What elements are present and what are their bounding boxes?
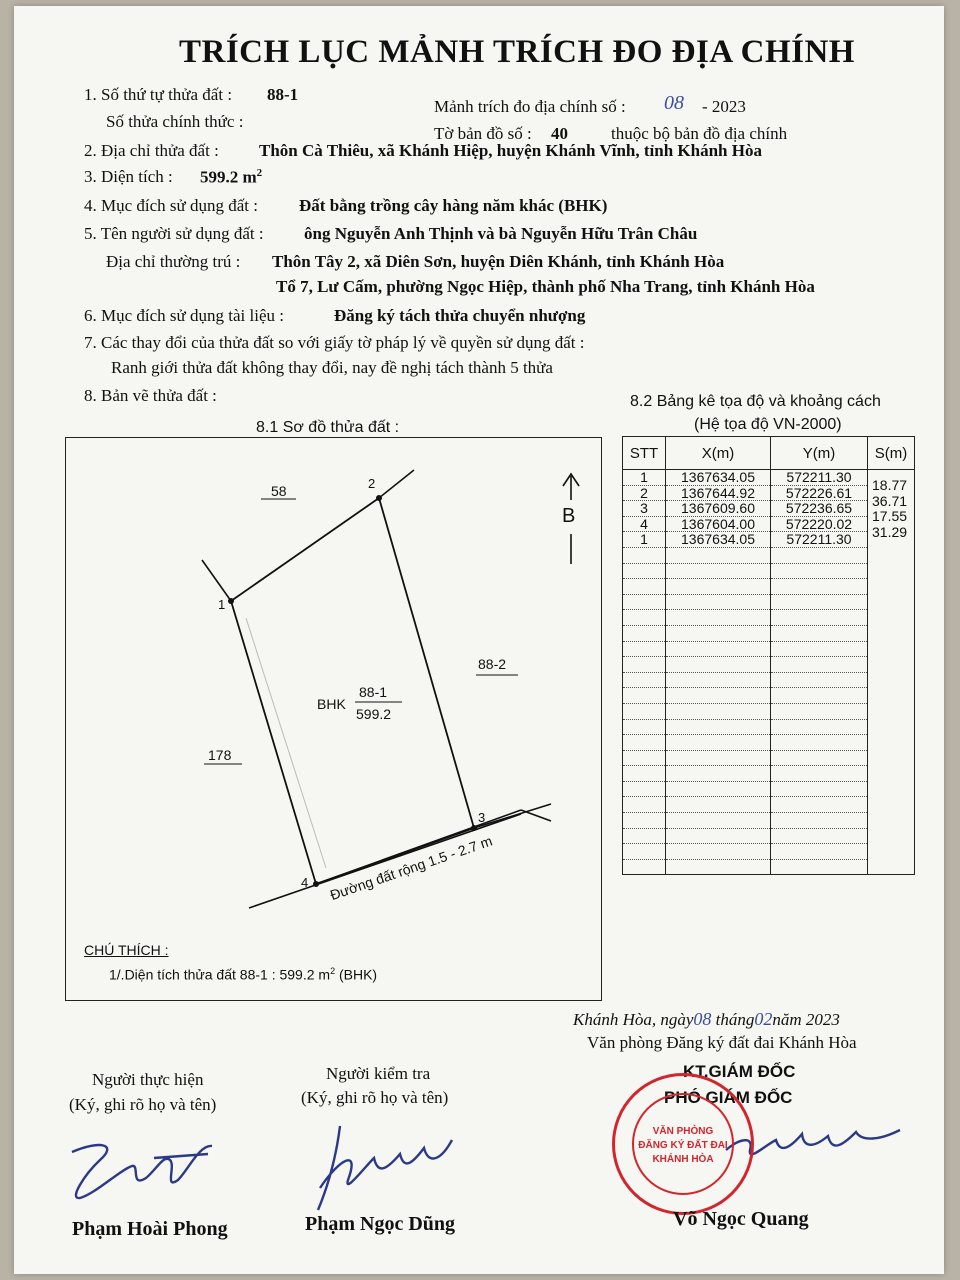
coord-table-heading: 8.2 Bảng kê tọa độ và khoảng cách: [630, 393, 881, 410]
legend-line: 1/.Diện tích thửa đất 88-1 : 599.2 $m^2$ (BHK): [109, 966, 378, 983]
cell-distance: [868, 688, 915, 704]
item2-label: 2. Địa chỉ thửa đất :: [84, 141, 219, 160]
cell-x: [666, 813, 771, 829]
item3-label: 3. Diện tích :: [84, 167, 173, 186]
cell-x: [666, 563, 771, 579]
coord-row-empty: [623, 844, 915, 860]
cell-y: 572236.65: [771, 501, 868, 517]
cell-x: 1367604.00: [666, 516, 771, 532]
cell-distance: [868, 813, 915, 829]
cell-x: [666, 781, 771, 797]
address-line2: Tổ 7, Lư Cấm, phường Ngọc Hiệp, thành phố Nha Trang, tỉnh Khánh Hòa: [276, 277, 815, 296]
faint-line: [246, 618, 326, 868]
cell-stt: [623, 657, 666, 673]
cell-y: 572211.30: [771, 470, 868, 486]
cell-y: [771, 594, 868, 610]
coord-row-empty: [623, 781, 915, 797]
cell-x: [666, 641, 771, 657]
col-header-stt: STT: [623, 437, 666, 470]
cell-distance: [868, 563, 915, 579]
cell-y: 572220.02: [771, 516, 868, 532]
neighbor-label-top: 58: [271, 483, 287, 499]
cell-y: [771, 703, 868, 719]
vertex-1-dot: [228, 598, 234, 604]
item5-value: ông Nguyễn Anh Thịnh và bà Nguyễn Hữu Trân Châu: [304, 224, 698, 243]
neighbor-label-right: 88-2: [478, 656, 507, 672]
address-line1: Thôn Tây 2, xã Diên Sơn, huyện Diên Khánh, tỉnh Khánh Hòa: [272, 252, 725, 271]
cell-y: [771, 735, 868, 751]
performer-note: (Ký, ghi rõ họ và tên): [69, 1095, 217, 1114]
cell-stt: [623, 579, 666, 595]
cell-distance: 17.55: [868, 509, 915, 525]
cell-stt: [623, 766, 666, 782]
checker-signature: [300, 1118, 470, 1218]
coord-row-empty: [623, 641, 915, 657]
cell-x: [666, 579, 771, 595]
coord-table-body: [623, 470, 915, 875]
cell-y: [771, 688, 868, 704]
cell-x: 1367634.05: [666, 470, 771, 486]
sheet-number: 08: [664, 92, 684, 114]
road-edge-end: [521, 810, 551, 821]
cell-y: [771, 641, 868, 657]
official-stamp: [612, 1073, 754, 1215]
coord-row-empty: [623, 735, 915, 751]
cell-x: [666, 672, 771, 688]
cell-stt: 1: [623, 532, 666, 548]
cell-distance: 36.71: [868, 493, 915, 509]
cell-stt: [623, 844, 666, 860]
coord-row-empty: [623, 766, 915, 782]
cell-x: [666, 844, 771, 860]
cell-y: [771, 781, 868, 797]
cell-y: [771, 828, 868, 844]
cell-x: [666, 766, 771, 782]
col-header-s: S(m): [868, 437, 915, 470]
parcel-outline: [231, 498, 474, 884]
director-name: Võ Ngọc Quang: [673, 1208, 809, 1230]
vertex-4-label: 4: [301, 875, 309, 890]
cell-distance: [868, 641, 915, 657]
cell-x: [666, 735, 771, 751]
official-number-label: Số thửa chính thức :: [106, 112, 244, 131]
cell-stt: [623, 594, 666, 610]
cell-stt: [623, 625, 666, 641]
road-edge-lower: [249, 814, 521, 908]
cell-x: 1367634.05: [666, 532, 771, 548]
role-deputy-label: KT.GIÁM ĐỐC: [683, 1062, 796, 1081]
cell-y: [771, 672, 868, 688]
cell-stt: [623, 563, 666, 579]
coord-row-empty: [623, 703, 915, 719]
cell-stt: [623, 719, 666, 735]
boundary-line-left-ext: [202, 560, 231, 601]
cell-stt: [623, 688, 666, 704]
item2-value: Thôn Cà Thiêu, xã Khánh Hiệp, huyện Khánh Vĩnh, tỉnh Khánh Hòa: [259, 141, 762, 160]
cell-y: [771, 797, 868, 813]
stamp-line-1: VĂN PHÒNG: [652, 1126, 714, 1137]
item5-label: 5. Tên người sử dụng đất :: [84, 224, 264, 243]
cell-distance: [868, 781, 915, 797]
cell-distance: [868, 859, 915, 875]
col-header-x: X(m): [666, 437, 771, 470]
coord-row-empty: [623, 563, 915, 579]
coord-row: [623, 470, 915, 486]
vertex-3-label: 3: [478, 810, 486, 825]
cell-stt: [623, 797, 666, 813]
legend-title: CHÚ THÍCH :: [84, 942, 169, 958]
boundary-line-top-ext: [379, 470, 414, 498]
item6-value: Đăng ký tách thửa chuyển nhượng: [334, 306, 586, 325]
cell-y: [771, 859, 868, 875]
cell-stt: [623, 641, 666, 657]
cell-stt: [623, 547, 666, 563]
cell-distance: [868, 672, 915, 688]
sheet-year: - 2023: [702, 97, 746, 116]
cell-x: [666, 859, 771, 875]
coord-row-empty: [623, 813, 915, 829]
item7-label: 7. Các thay đổi của thửa đất so với giấy tờ pháp lý về quyền sử dụng đất :: [84, 333, 585, 352]
coord-row-empty: [623, 594, 915, 610]
coord-row-empty: [623, 657, 915, 673]
item4-value: Đất bằng trồng cây hàng năm khác (BHK): [299, 196, 608, 215]
cell-x: [666, 828, 771, 844]
cell-distance: [868, 828, 915, 844]
cell-x: [666, 610, 771, 626]
office-name: Văn phòng Đăng ký đất đai Khánh Hòa: [587, 1033, 857, 1052]
vertex-1-label: 1: [218, 597, 226, 612]
date-line: Khánh Hòa, ngày08 tháng02năm 2023: [573, 1009, 840, 1029]
cell-distance: [868, 844, 915, 860]
cell-y: 572226.61: [771, 485, 868, 501]
cell-y: [771, 610, 868, 626]
coord-row-empty: [623, 828, 915, 844]
item4-label: 4. Mục đích sử dụng đất :: [84, 196, 259, 215]
cell-y: [771, 579, 868, 595]
parcel-number-label: 88-1: [359, 684, 388, 700]
cell-stt: [623, 610, 666, 626]
item8-label: 8. Bản vẽ thửa đất :: [84, 386, 217, 405]
stamp-line-3: KHÁNH HÒA: [652, 1154, 714, 1165]
item6-label: 6. Mục đích sử dụng tài liệu :: [84, 306, 284, 325]
checker-note: (Ký, ghi rõ họ và tên): [301, 1088, 449, 1107]
coordinate-table: [622, 436, 915, 875]
cell-distance: [868, 579, 915, 595]
diagram-heading: 8.1 Sơ đồ thửa đất :: [256, 419, 400, 436]
coord-table-subheading: (Hệ tọa độ VN-2000): [694, 416, 842, 433]
parcel-type-label: BHK: [317, 696, 346, 712]
performer-title: Người thực hiện: [92, 1070, 204, 1089]
coord-row-empty: [623, 750, 915, 766]
cell-stt: [623, 672, 666, 688]
cell-distance: [868, 735, 915, 751]
cell-stt: [623, 735, 666, 751]
item1-label: 1. Số thứ tự thửa đất :: [84, 85, 233, 104]
cell-distance: [868, 594, 915, 610]
coord-row-empty: [623, 797, 915, 813]
vertex-2-dot: [376, 495, 382, 501]
cell-stt: 4: [623, 516, 666, 532]
coord-row-empty: [623, 719, 915, 735]
cell-distance: [868, 750, 915, 766]
cell-y: [771, 657, 868, 673]
cell-y: [771, 750, 868, 766]
item7-value: Ranh giới thửa đất không thay đổi, nay đề nghị tách thành 5 thửa: [111, 358, 553, 377]
cell-distance: [868, 766, 915, 782]
cell-y: [771, 563, 868, 579]
role-vice-director: PHÓ GIÁM ĐỐC: [664, 1088, 793, 1107]
item1-value: 88-1: [267, 85, 299, 104]
performer-name: Phạm Hoài Phong: [72, 1218, 228, 1240]
col-header-y: Y(m): [771, 437, 868, 470]
cell-stt: [623, 828, 666, 844]
map-number: 40: [551, 124, 568, 143]
cell-distance: [868, 610, 915, 626]
document-title: TRÍCH LỤC MẢNH TRÍCH ĐO ĐỊA CHÍNH: [179, 34, 855, 70]
coord-row-empty: [623, 625, 915, 641]
stamp-line-2: ĐĂNG KÝ ĐẤT ĐAI: [638, 1140, 728, 1151]
cell-stt: [623, 703, 666, 719]
coord-row-empty: [623, 859, 915, 875]
cell-distance: [868, 657, 915, 673]
vertex-4-dot: [313, 881, 319, 887]
coord-row-empty: [623, 547, 915, 563]
cell-distance: [868, 703, 915, 719]
parcel-diagram: [65, 437, 602, 1001]
cell-distance: 31.29: [868, 524, 915, 540]
cell-stt: 1: [623, 470, 666, 486]
cell-x: [666, 594, 771, 610]
sheet-label: Mảnh trích đo địa chính số :: [434, 97, 626, 116]
cell-y: 572211.30: [771, 532, 868, 548]
cell-x: 1367644.92: [666, 485, 771, 501]
checker-title: Người kiểm tra: [326, 1064, 431, 1083]
cell-y: [771, 766, 868, 782]
cell-distance: 18.77: [868, 478, 915, 494]
cell-stt: [623, 781, 666, 797]
cell-distance: [868, 547, 915, 563]
cell-stt: [623, 750, 666, 766]
cell-stt: [623, 859, 666, 875]
cell-x: 1367609.60: [666, 501, 771, 517]
vertex-2-label: 2: [368, 476, 376, 491]
cell-x: [666, 719, 771, 735]
performer-signature: [60, 1130, 230, 1220]
cell-stt: 3: [623, 501, 666, 517]
checker-name: Phạm Ngọc Dũng: [305, 1213, 456, 1235]
map-label: Tờ bản đồ số :: [434, 124, 532, 143]
road-label: Đường đất rộng 1.5 - 2.7 m: [328, 832, 495, 904]
cell-y: [771, 813, 868, 829]
map-suffix: thuộc bộ bản đồ địa chính: [611, 124, 788, 143]
cell-y: [771, 625, 868, 641]
coord-row-empty: [623, 672, 915, 688]
cell-x: [666, 657, 771, 673]
cell-x: [666, 797, 771, 813]
cell-y: [771, 844, 868, 860]
parcel-area-label: 599.2: [356, 706, 392, 722]
cell-x: [666, 625, 771, 641]
cell-x: [666, 547, 771, 563]
cell-x: [666, 703, 771, 719]
cell-y: [771, 719, 868, 735]
cell-stt: 2: [623, 485, 666, 501]
parcel-sketch: [66, 438, 601, 1000]
cell-y: [771, 547, 868, 563]
address-label: Địa chỉ thường trú :: [106, 252, 241, 271]
coord-header-row: [623, 437, 915, 470]
cell-stt: [623, 813, 666, 829]
vertex-3-dot: [471, 825, 477, 831]
item3-value: 599.2 $m^2$: [200, 167, 263, 187]
coord-row-empty: [623, 688, 915, 704]
coord-row-empty: [623, 579, 915, 595]
coord-row-empty: [623, 610, 915, 626]
cell-x: [666, 688, 771, 704]
cell-distance: [868, 719, 915, 735]
north-label: B: [562, 505, 576, 527]
neighbor-label-left: 178: [208, 747, 232, 763]
cell-distance: [868, 625, 915, 641]
cell-x: [666, 750, 771, 766]
cell-distance: [868, 797, 915, 813]
